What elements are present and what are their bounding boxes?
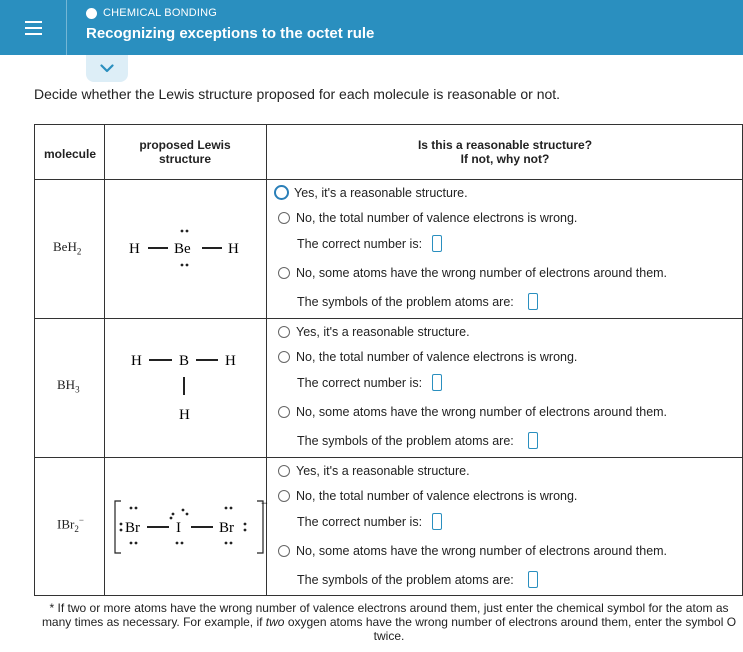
lone-pair-dot [130,507,133,510]
collapse-button[interactable] [86,55,128,82]
count-prompt-row [297,513,442,530]
formula-main: BeH [53,239,77,254]
molecule-formula [53,239,81,257]
topic-dot-icon [86,8,97,19]
count-prompt: The correct number is: [297,236,423,251]
question-table [34,124,743,596]
footnote [36,601,742,643]
option-label: Yes, it's a reasonable structure. [296,325,470,339]
formula-main: IBr [57,516,75,532]
option-label: No, some atoms have the wrong number of electrons around them. [296,266,668,280]
atoms-prompt: The symbols of the problem atoms are: [297,433,514,448]
lone-pair-dot [120,523,123,526]
atoms-input[interactable] [528,293,538,310]
count-prompt-row [297,235,442,252]
count-input[interactable] [432,513,442,530]
option-label: No, the total number of valence electrons is wrong. [296,211,578,225]
radio-button[interactable] [274,185,289,200]
header-question-line2: If not, why not? [460,152,550,166]
instructions: Decide whether the Lewis structure proposed for each molecule is reasonable or not. [34,86,561,102]
lewis-atom: H [131,353,142,369]
option-wrong-atoms[interactable] [278,405,667,419]
lewis-atom: B [179,353,190,369]
lone-pair-dot [120,529,123,532]
lewis-structure [109,493,269,563]
count-input[interactable] [432,235,442,252]
header-lewis: proposed Lewis structure [139,138,231,166]
lone-pair-dot [182,509,185,512]
lone-pair-dot [186,264,189,267]
option-label: No, some atoms have the wrong number of electrons around them. [296,544,668,558]
option-label: Yes, it's a reasonable structure. [294,185,468,200]
header-question [365,138,645,166]
option-label: No, the total number of valence electrons is wrong. [296,350,578,364]
atoms-input[interactable] [528,571,538,588]
option-yes[interactable] [278,325,470,339]
radio-button[interactable] [278,212,290,224]
divider [104,125,105,595]
atoms-prompt-row [297,293,538,310]
divider [66,0,67,55]
lewis-structure [125,343,245,433]
lone-pair-dot [130,542,133,545]
option-wrong-count[interactable] [278,350,577,364]
option-wrong-atoms[interactable] [278,544,667,558]
header-molecule: molecule [43,147,97,161]
option-wrong-atoms[interactable] [278,266,667,280]
option-label: Yes, it's a reasonable structure. [296,464,470,478]
bracket [115,501,121,553]
radio-button[interactable] [278,465,290,477]
atoms-prompt-row [297,432,538,449]
lone-pair-dot [181,542,184,545]
option-yes[interactable] [278,464,470,478]
lone-pair-dot [230,507,233,510]
lewis-structure [123,213,253,283]
footnote-text: * If two or more atoms have the wrong number of valence electrons around them, just enter the chemical symbol for the atom as many times as necessary. For example, if [41,601,729,629]
radio-button[interactable] [278,490,290,502]
formula-main: BH [57,377,76,392]
option-label: No, the total number of valence electrons is wrong. [296,489,578,503]
count-prompt: The correct number is: [297,375,423,390]
lewis-atom: H [228,241,239,257]
page-title: Recognizing exceptions to the octet rule [86,25,375,42]
footnote-emphasis: two [265,615,285,629]
top-bar [0,0,743,55]
atoms-prompt: The symbols of the problem atoms are: [297,572,514,587]
radio-button[interactable] [278,326,290,338]
formula-subscript: 2 [74,523,79,534]
formula-charge: − [78,515,84,525]
topic-label: CHEMICAL BONDING [103,7,218,19]
lewis-atom: Be [174,241,191,257]
option-yes[interactable] [276,185,468,200]
topic-row [86,7,217,19]
lone-pair-dot [135,542,138,545]
lewis-atom: H [179,407,190,423]
atoms-prompt: The symbols of the problem atoms are: [297,294,514,309]
option-wrong-count[interactable] [278,489,577,503]
lewis-atom: Br [219,520,234,536]
lewis-atom: H [129,241,140,257]
lone-pair-dot [225,542,228,545]
lewis-atom: H [225,353,236,369]
radio-button[interactable] [278,351,290,363]
lone-pair-dot [186,513,189,516]
lone-pair-dot [135,507,138,510]
radio-button[interactable] [278,545,290,557]
option-wrong-count[interactable] [278,211,577,225]
option-label: No, some atoms have the wrong number of electrons around them. [296,405,668,419]
lone-pair-dot [244,523,247,526]
radio-button[interactable] [278,267,290,279]
lone-pair-dot [181,230,184,233]
lone-pair-dot [176,542,179,545]
count-prompt-row [297,374,442,391]
lone-pair-dot [244,529,247,532]
divider [35,318,742,319]
lone-pair-dot [225,507,228,510]
molecule-formula [57,377,80,395]
count-input[interactable] [432,374,442,391]
formula-subscript: 2 [76,246,82,257]
formula-subscript: 3 [75,384,80,395]
atoms-prompt-row [297,571,538,588]
ion-charge: − [261,496,268,510]
lone-pair-dot [172,513,175,516]
divider [35,179,742,180]
molecule-formula [57,515,84,534]
lewis-atom: Br [125,520,140,536]
lewis-atom: I [176,520,181,536]
radio-button[interactable] [278,406,290,418]
count-prompt: The correct number is: [297,514,423,529]
header-question-line1: Is this a reasonable structure? [417,138,593,152]
divider [35,457,742,458]
chevron-down-icon [100,64,114,73]
footnote-text: oxygen atoms have the wrong number of electrons around them, enter the symbol O twice. [284,615,737,643]
atoms-input[interactable] [528,432,538,449]
menu-icon[interactable] [0,0,66,55]
lone-pair-dot [186,230,189,233]
lone-pair-dot [181,264,184,267]
lone-pair-dot [230,542,233,545]
lone-pair-dot [170,517,173,520]
